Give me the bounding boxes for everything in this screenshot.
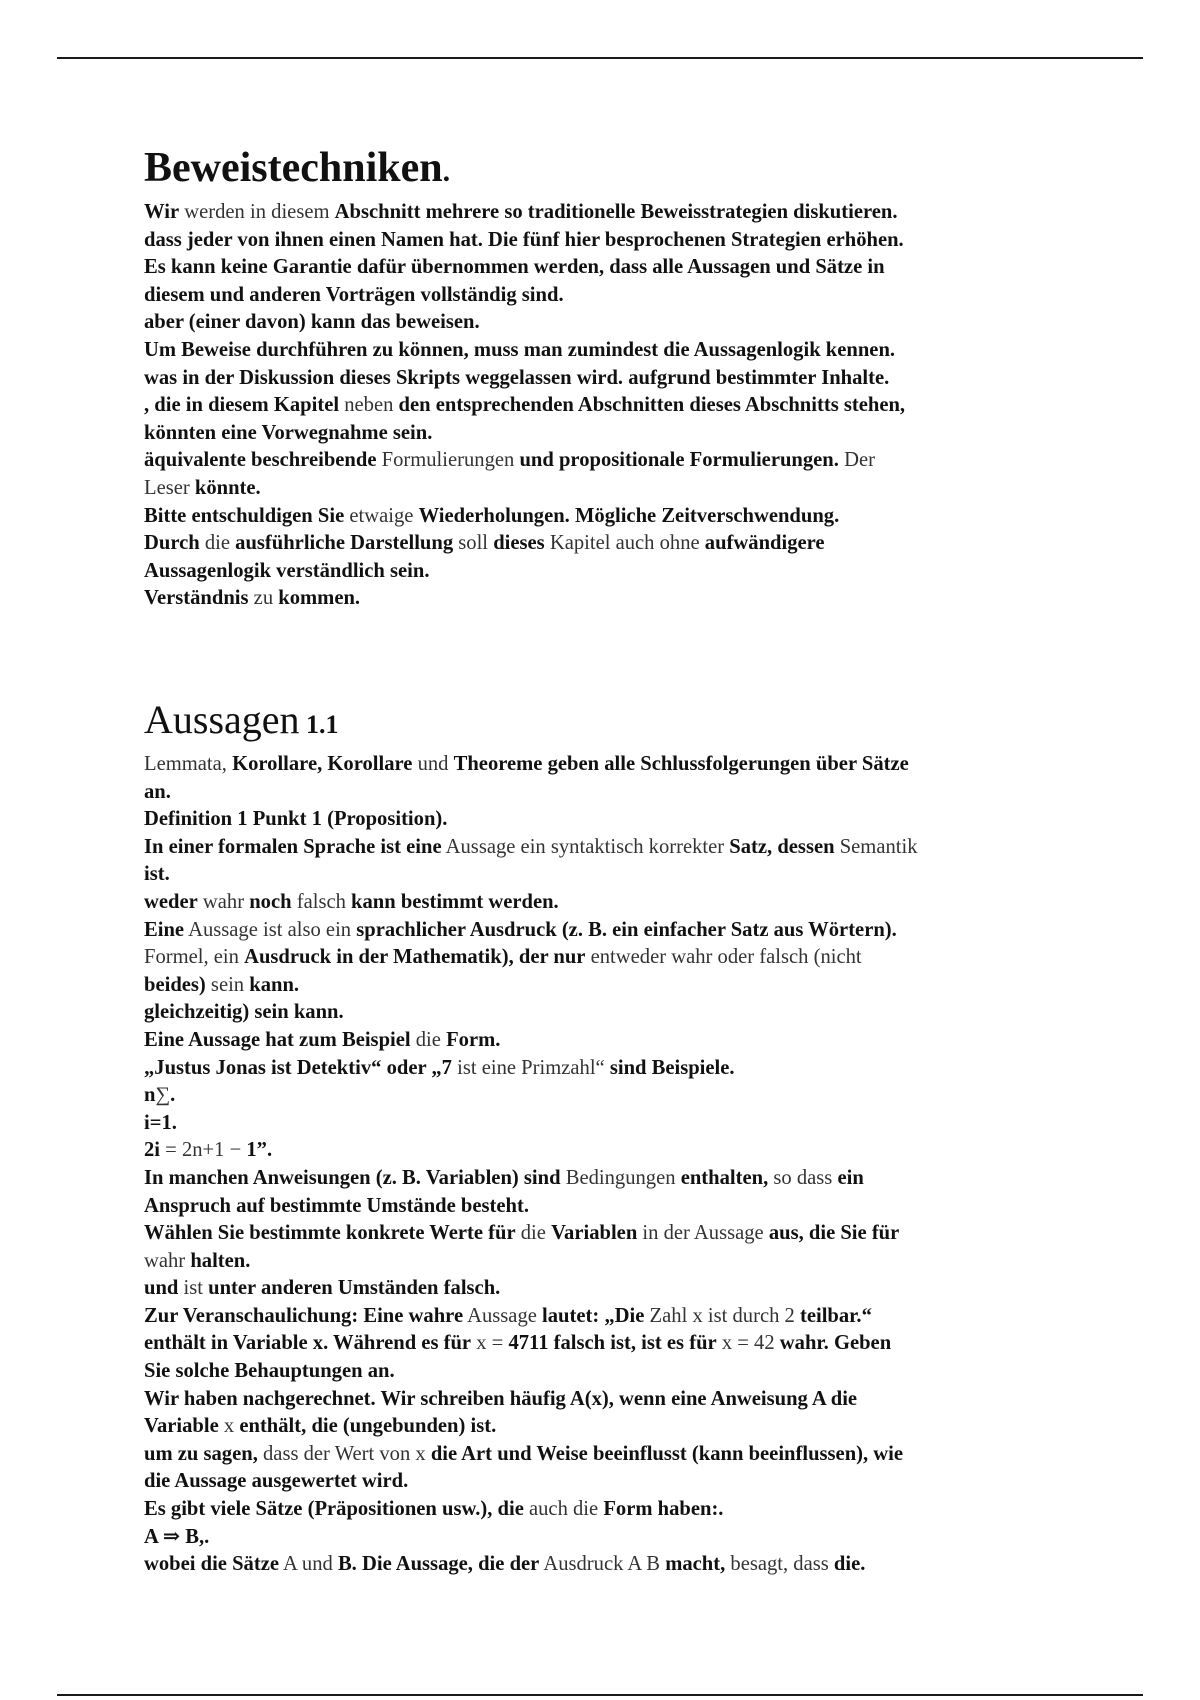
text-line [144, 1165, 1064, 1193]
text-segment: Variablen [551, 1222, 638, 1245]
text-segment: wahr [197, 890, 250, 913]
bottom-rule [57, 1694, 1143, 1696]
section-beweistechniken [144, 143, 1064, 613]
text-segment: Ausdruck A B [539, 1553, 666, 1576]
text-segment: wahr. Geben [779, 1332, 892, 1355]
text-segment: Variable [144, 1415, 219, 1438]
text-line [144, 917, 1064, 945]
top-rule [57, 57, 1143, 59]
text-segment: noch [249, 890, 292, 913]
text-line [144, 309, 1064, 337]
text-segment: und propositionale Formulierungen. [519, 449, 839, 472]
text-segment: was in der Diskussion dieses Skripts weggelassen wird. aufgrund bestimmter Inhalte. [144, 366, 890, 389]
text-segment: enthält, die (ungebunden) ist. [239, 1415, 497, 1438]
text-segment: Form. [446, 1028, 501, 1051]
text-segment: Um Beweise durchführen zu können, muss man zumindest die Aussagenlogik kennen. [144, 338, 896, 361]
text-segment: Wir [144, 201, 180, 223]
text-segment: Sie solche Behauptungen an. [144, 1360, 395, 1383]
text-segment: Eine [144, 918, 185, 941]
text-line [144, 365, 1064, 393]
text-segment: Wiederholungen. Mögliche Zeitverschwendung. [418, 504, 840, 527]
text-segment: Leser [144, 476, 195, 499]
text-line [144, 254, 1064, 282]
text-line [144, 944, 1064, 972]
text-segment: etwaige [344, 504, 419, 527]
text-segment: zu [248, 587, 279, 610]
text-segment: In einer formalen Sprache ist eine [144, 835, 442, 858]
text-segment: auch die [523, 1498, 604, 1521]
text-segment: Satz, dessen [729, 835, 835, 858]
text-segment: enthält in Variable x. Während es für [144, 1332, 472, 1355]
text-segment: = 2n+1 − [160, 1139, 247, 1162]
text-segment: sind Beispiele. [609, 1056, 735, 1079]
text-segment: beides) [144, 973, 206, 996]
text-segment: Abschnitt mehrere so traditionelle Beweisstrategien diskutieren. [334, 201, 898, 223]
text-segment: dieses [493, 532, 545, 555]
text-segment: kann. [249, 973, 300, 996]
text-segment: ein [837, 1166, 864, 1189]
text-segment: Definition 1 Punkt 1 (Proposition). [144, 808, 448, 831]
text-segment: in der Aussage [637, 1222, 769, 1245]
text-segment: Form haben:. [603, 1498, 724, 1521]
text-segment: Formel, ein [144, 946, 245, 969]
text-segment: halten. [190, 1249, 251, 1272]
text-segment: x = [471, 1332, 509, 1355]
text-line [144, 1055, 1064, 1083]
text-segment: kommen. [278, 587, 361, 610]
text-segment: 4711 falsch ist, ist es für [508, 1332, 717, 1355]
text-segment: ist [178, 1277, 209, 1300]
text-segment: x [218, 1415, 240, 1438]
text-segment: Aussage ist also ein [184, 918, 357, 941]
text-line [144, 1330, 1064, 1358]
text-segment: Bedingungen [560, 1166, 681, 1189]
text-segment: Verständnis [144, 587, 249, 610]
text-line [144, 1193, 1064, 1221]
text-segment: lautet: „Die [542, 1304, 645, 1327]
text-segment: Eine Aussage hat zum Beispiel [144, 1028, 411, 1051]
text-segment: dass jeder von ihnen einen Namen hat. Die fünf hier besprochenen Strategien erhöhen. [144, 228, 904, 251]
text-segment: die. [833, 1553, 866, 1576]
text-segment: Korollare, Korollare [232, 753, 413, 775]
text-line [144, 1110, 1064, 1138]
text-line [144, 1303, 1064, 1331]
text-segment: soll [453, 532, 494, 555]
text-segment: die Aussage ausgewertet wird. [144, 1470, 409, 1493]
text-line [144, 1275, 1064, 1303]
text-segment: werden in diesem [179, 201, 335, 223]
text-segment: Zahl x ist durch 2 [644, 1304, 800, 1327]
text-segment: Es gibt viele Sätze (Präpositionen usw.), die [144, 1498, 524, 1521]
text-segment: weder [144, 890, 198, 913]
text-segment: ausführliche Darstellung [235, 532, 454, 555]
text-line [144, 1358, 1064, 1386]
text-segment: Zur Veranschaulichung: Eine wahre [144, 1304, 464, 1327]
text-line [144, 585, 1064, 613]
text-segment: aufwändigere [704, 532, 825, 555]
text-segment: falsch [291, 890, 352, 913]
text-line [144, 503, 1064, 531]
text-segment: aus, die Sie für [768, 1222, 900, 1245]
text-line [144, 530, 1064, 558]
text-line [144, 779, 1064, 807]
text-segment: Wir haben nachgerechnet. Wir schreiben häufig A(x), wenn eine Anweisung A die [144, 1387, 858, 1410]
text-segment: die [410, 1028, 447, 1051]
text-segment: macht, [665, 1553, 726, 1576]
text-line [144, 337, 1064, 365]
text-segment: so dass [768, 1166, 838, 1189]
text-segment: könnten eine Vorwegnahme sein. [144, 421, 433, 444]
text-segment: ∑ [155, 1084, 171, 1107]
text-segment: . [170, 1084, 176, 1107]
text-segment: Theoreme geben alle Schlussfolgerungen über Sätze [453, 753, 909, 775]
text-segment: wahr [144, 1249, 191, 1272]
text-line [144, 392, 1064, 420]
text-segment: A und [279, 1553, 338, 1576]
text-segment: Kapitel auch ohne [544, 532, 705, 555]
section-aussagen [144, 696, 1064, 1579]
text-segment: Bitte entschuldigen Sie [144, 504, 345, 527]
text-segment: und [412, 753, 454, 775]
text-segment: , die in diesem Kapitel [144, 394, 340, 417]
text-segment: diesem und anderen Vorträgen vollständig sind. [144, 283, 564, 306]
text-segment: Aussage ein syntaktisch korrekter [441, 835, 730, 858]
text-line [144, 999, 1064, 1027]
text-segment: kann bestimmt werden. [351, 890, 559, 913]
text-segment: den entsprechenden Abschnitten dieses Abschnitts stehen, [398, 394, 906, 417]
text-segment: an. [144, 780, 171, 803]
text-segment: Formulierungen [376, 449, 520, 472]
text-segment: wobei die Sätze [144, 1553, 279, 1576]
text-segment: neben [339, 394, 399, 417]
text-segment: x = 42 [716, 1332, 780, 1355]
text-segment: Aussagenlogik verständlich sein. [144, 559, 430, 582]
text-segment: äquivalente beschreibende [144, 449, 377, 472]
text-line [144, 1524, 1064, 1552]
text-line [144, 1137, 1064, 1165]
text-line [144, 1082, 1064, 1110]
text-line [144, 1220, 1064, 1248]
text-segment: 2i [144, 1139, 161, 1162]
text-line [144, 420, 1064, 448]
text-segment: die [199, 532, 236, 555]
text-segment: und [144, 1277, 179, 1300]
text-line [144, 1551, 1064, 1579]
text-segment: Anspruch auf bestimmte Umstände besteht. [144, 1194, 529, 1217]
text-segment: aber (einer davon) kann das beweisen. [144, 311, 480, 334]
text-segment: „Justus Jonas ist Detektiv“ oder „7 [144, 1056, 452, 1079]
text-segment: die [515, 1222, 552, 1245]
text-segment: B. Die Aussage, die der [337, 1553, 540, 1576]
text-segment: Semantik [834, 835, 918, 858]
text-line [144, 1441, 1064, 1469]
text-line [144, 1468, 1064, 1496]
text-segment: sein [205, 973, 250, 996]
text-segment: enthalten, [680, 1166, 769, 1189]
text-segment: A ⇒ B,. [144, 1525, 210, 1548]
text-segment: entweder wahr oder falsch (nicht [585, 946, 862, 969]
text-line [144, 751, 1064, 779]
text-line [144, 972, 1064, 1000]
text-segment: ist. [144, 863, 170, 886]
text-segment: unter anderen Umständen falsch. [208, 1277, 501, 1300]
text-line [144, 861, 1064, 889]
text-line [144, 1386, 1064, 1414]
text-line [144, 475, 1064, 503]
text-segment: dass der Wert von x [257, 1442, 431, 1465]
text-line [144, 1496, 1064, 1524]
text-segment: Lemmata, [144, 753, 233, 775]
text-line [144, 1027, 1064, 1055]
section-body [144, 751, 1064, 1579]
text-line [144, 447, 1064, 475]
text-segment: Ausdruck in der Mathematik), der nur [244, 946, 586, 969]
text-segment: Wählen Sie bestimmte konkrete Werte für [144, 1222, 516, 1245]
text-line [144, 1248, 1064, 1276]
text-line [144, 889, 1064, 917]
text-line [144, 1413, 1064, 1441]
section-title: Aussagen 1.1 [144, 697, 339, 742]
text-segment: sprachlicher Ausdruck (z. B. ein einfacher Satz aus Wörtern). [356, 918, 897, 941]
text-line [144, 558, 1064, 586]
text-segment: In manchen Anweisungen (z. B. Variablen) sind [144, 1166, 561, 1189]
text-segment: gleichzeitig) sein kann. [144, 1001, 344, 1024]
text-segment: ist eine Primzahl“ [451, 1056, 610, 1079]
text-segment: Der [838, 449, 875, 472]
text-segment: 1”. [246, 1139, 273, 1162]
section-body [144, 199, 1064, 613]
text-segment: besagt, dass [725, 1553, 834, 1576]
text-segment: n [144, 1084, 156, 1107]
text-segment: Aussage [463, 1304, 543, 1327]
text-line [144, 227, 1064, 255]
text-segment: könnte. [194, 476, 261, 499]
text-segment: Durch [144, 532, 200, 555]
text-segment: um zu sagen, [144, 1442, 258, 1465]
text-segment: die Art und Weise beeinflusst (kann beeinflussen), wie [430, 1442, 904, 1465]
section-title: Beweistechniken. [144, 145, 451, 191]
text-segment: i=1. [144, 1111, 177, 1134]
text-segment: Es kann keine Garantie dafür übernommen werden, dass alle Aussagen und Sätze in [144, 256, 885, 279]
text-line [144, 199, 1064, 227]
text-segment: teilbar.“ [799, 1304, 872, 1327]
text-line [144, 806, 1064, 834]
text-line [144, 282, 1064, 310]
text-line [144, 834, 1064, 862]
